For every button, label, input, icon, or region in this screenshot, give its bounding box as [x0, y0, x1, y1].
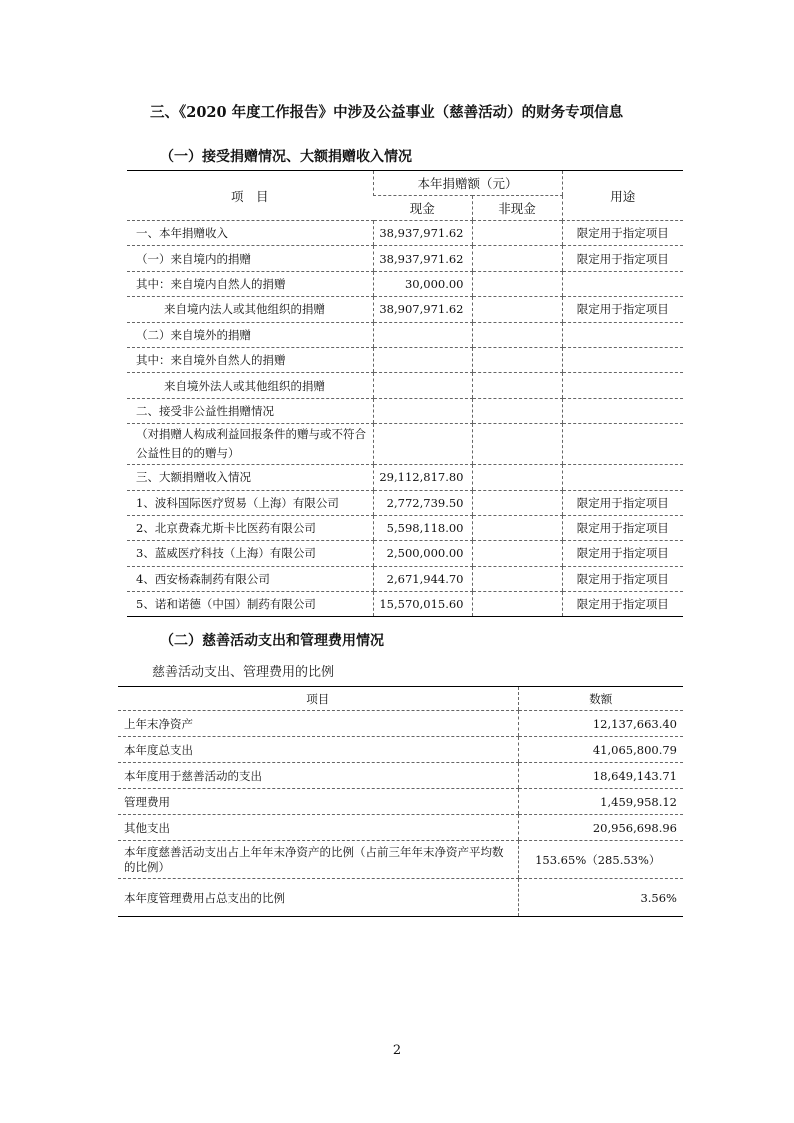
row-value: 1,459,958.12	[518, 789, 683, 815]
row-label: 其中：来自境内自然人的捐赠	[127, 271, 373, 296]
row-cash: 2,671,944.70	[373, 566, 472, 591]
row-cash: 29,112,817.80	[373, 465, 472, 490]
row-noncash	[472, 515, 562, 540]
header-item: 项 目	[127, 171, 373, 221]
row-cash: 30,000.00	[373, 271, 472, 296]
table-header-row	[118, 687, 683, 711]
table-row	[127, 221, 683, 246]
row-noncash	[472, 221, 562, 246]
table-row	[118, 815, 683, 841]
row-label: （一）来自境内的捐赠	[127, 246, 373, 271]
row-value: 20,956,698.96	[518, 815, 683, 841]
row-label: 一、本年捐赠收入	[127, 221, 373, 246]
row-cash: 2,772,739.50	[373, 490, 472, 515]
row-noncash	[472, 271, 562, 296]
header-cash: 现金	[373, 196, 472, 221]
table-row	[118, 737, 683, 763]
row-noncash	[472, 373, 562, 398]
table-row	[127, 490, 683, 515]
table-header-row	[127, 171, 683, 196]
table-row	[118, 841, 683, 879]
table-row	[127, 322, 683, 347]
row-cash: 5,598,118.00	[373, 515, 472, 540]
row-label: 来自境内法人或其他组织的捐赠	[127, 297, 373, 322]
table-row	[127, 566, 683, 591]
row-label: 本年度总支出	[118, 737, 518, 763]
row-use: 限定用于指定项目	[562, 221, 683, 246]
header-use: 用途	[562, 171, 683, 221]
row-value: 3.56%	[518, 879, 683, 917]
row-use	[562, 347, 683, 372]
row-value: 153.65%（285.53%）	[518, 841, 683, 879]
row-use	[562, 424, 683, 465]
main-heading: 三、《2020 年度工作报告》中涉及公益事业（慈善活动）的财务专项信息	[150, 104, 624, 121]
section-heading-expenses: （二）慈善活动支出和管理费用情况	[160, 633, 384, 649]
row-cash: 2,500,000.00	[373, 541, 472, 566]
row-label: 本年度管理费用占总支出的比例	[124, 890, 285, 905]
row-value: 41,065,800.79	[518, 737, 683, 763]
row-use	[562, 271, 683, 296]
row-cash: 15,570,015.60	[373, 592, 472, 617]
row-label: 3、蓝威医疗科技（上海）有限公司	[127, 541, 373, 566]
table-row	[127, 271, 683, 296]
row-cash	[373, 347, 472, 372]
row-use: 限定用于指定项目	[562, 515, 683, 540]
row-label: 本年度用于慈善活动的支出	[118, 763, 518, 789]
row-value: 12,137,663.40	[518, 711, 683, 737]
row-cash	[373, 424, 472, 465]
row-noncash	[472, 424, 562, 465]
table-row	[127, 373, 683, 398]
header-amount-group: 本年捐赠额（元）	[373, 171, 562, 196]
expenses-subheading: 慈善活动支出、管理费用的比例	[152, 665, 335, 680]
row-use	[562, 398, 683, 423]
row-noncash	[472, 322, 562, 347]
row-noncash	[472, 246, 562, 271]
row-label: 本年度慈善活动支出占上年年末净资产的比例（占前三年年末净资产平均数的比例）	[118, 841, 518, 879]
row-cash	[373, 398, 472, 423]
row-use: 限定用于指定项目	[562, 592, 683, 617]
row-label: 4、西安杨森制药有限公司	[127, 566, 373, 591]
row-label: 1、波科国际医疗贸易（上海）有限公司	[127, 490, 373, 515]
header-noncash: 非现金	[472, 196, 562, 221]
row-cash	[373, 322, 472, 347]
table-row	[118, 763, 683, 789]
row-noncash	[472, 592, 562, 617]
row-label: 二、接受非公益性捐赠情况	[127, 398, 373, 423]
row-label: 上年末净资产	[118, 711, 518, 737]
row-use: 限定用于指定项目	[562, 246, 683, 271]
table-row	[127, 424, 683, 465]
row-label: （对捐赠人构成利益回报条件的赠与或不符合公益性目的的赠与）	[127, 424, 373, 465]
row-label: 5、诺和诺德（中国）制药有限公司	[136, 597, 316, 612]
row-label: （二）来自境外的捐赠	[127, 322, 373, 347]
table-row	[127, 515, 683, 540]
row-label: 来自境外法人或其他组织的捐赠	[127, 373, 373, 398]
table-row	[127, 398, 683, 423]
row-noncash	[472, 566, 562, 591]
header-value: 数额	[518, 687, 683, 711]
row-use	[562, 465, 683, 490]
row-label: 其他支出	[118, 815, 518, 841]
row-use: 限定用于指定项目	[562, 490, 683, 515]
table-row	[127, 465, 683, 490]
donations-table	[127, 170, 683, 617]
table-row	[127, 347, 683, 372]
table-row	[127, 297, 683, 322]
row-noncash	[472, 398, 562, 423]
row-noncash	[472, 347, 562, 372]
expenses-table	[118, 686, 683, 917]
row-noncash	[472, 541, 562, 566]
section-heading-donations: （一）接受捐赠情况、大额捐赠收入情况	[160, 149, 412, 165]
page-number: 2	[392, 1043, 402, 1058]
row-cash: 38,937,971.62	[373, 246, 472, 271]
row-noncash	[472, 490, 562, 515]
row-cash	[373, 373, 472, 398]
row-label: 2、北京费森尤斯卡比医药有限公司	[127, 515, 373, 540]
row-noncash	[472, 465, 562, 490]
row-label: 管理费用	[118, 789, 518, 815]
row-noncash	[472, 297, 562, 322]
row-cash: 38,937,971.62	[373, 221, 472, 246]
table-row	[127, 246, 683, 271]
row-label: 其中：来自境外自然人的捐赠	[127, 347, 373, 372]
row-use	[562, 373, 683, 398]
row-use: 限定用于指定项目	[562, 297, 683, 322]
table-row	[127, 592, 683, 617]
row-label: 三、大额捐赠收入情况	[127, 465, 373, 490]
row-cash: 38,907,971.62	[373, 297, 472, 322]
table-row	[118, 789, 683, 815]
table-row	[118, 879, 683, 917]
row-use: 限定用于指定项目	[562, 566, 683, 591]
row-use	[562, 322, 683, 347]
table-row	[118, 711, 683, 737]
header-item: 项目	[118, 687, 518, 711]
row-value: 18,649,143.71	[518, 763, 683, 789]
table-row	[127, 541, 683, 566]
row-use: 限定用于指定项目	[562, 541, 683, 566]
